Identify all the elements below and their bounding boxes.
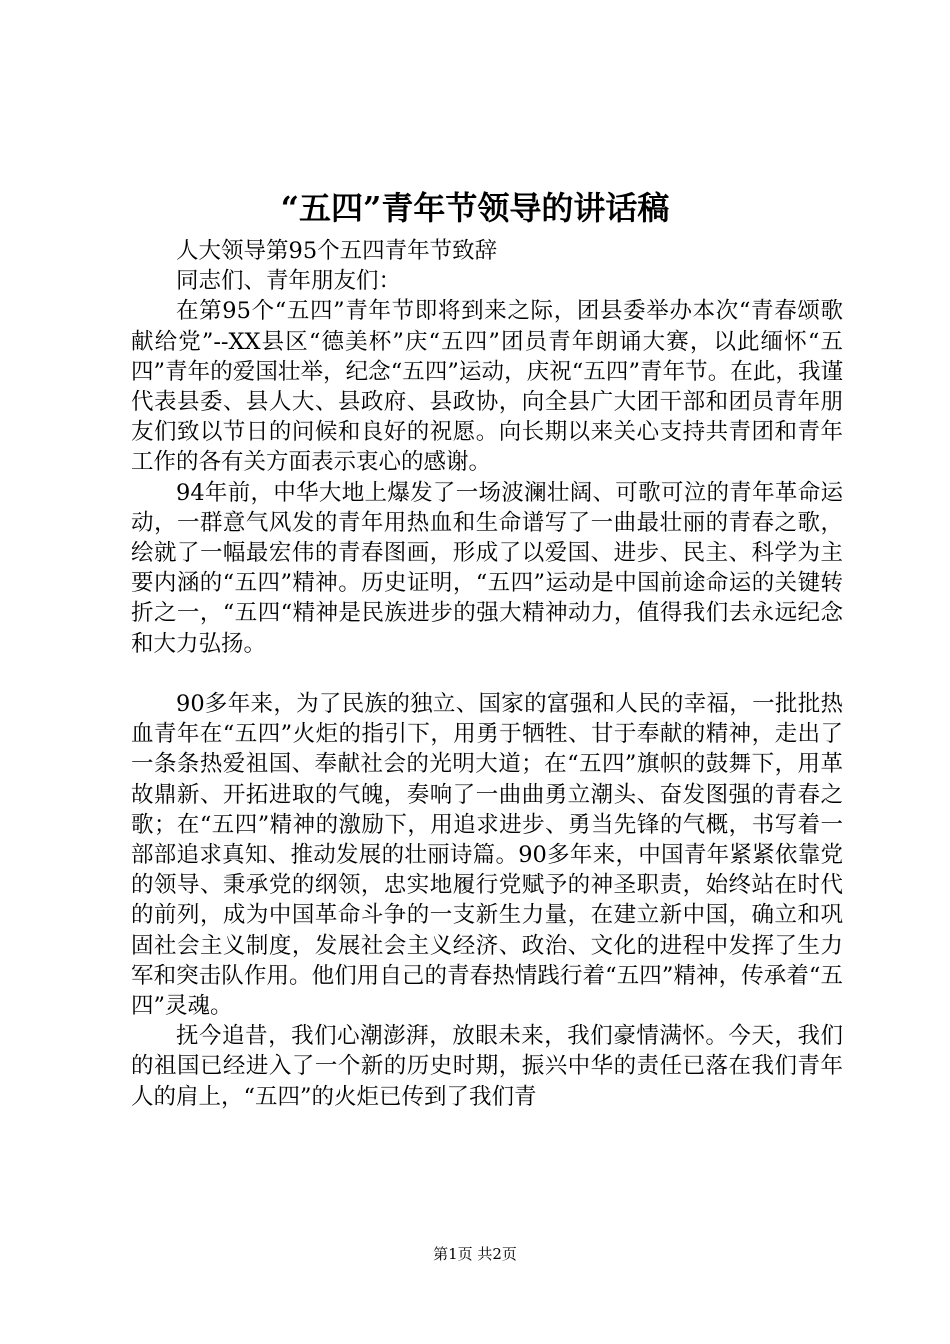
document-body	[131, 236, 843, 1112]
paragraph-spacer	[131, 659, 843, 689]
page-title: “五四”青年节领导的讲话稿	[280, 189, 670, 227]
paragraph-salutation: 同志们、青年朋友们：	[176, 268, 402, 295]
paragraph-speech-heading: 人大领导第95个五四青年节致辞	[176, 238, 498, 264]
paragraph-ninety-years: 90多年来，为了民族的独立、国家的富强和人民的幸福，一批批热血青年在“五四”火炬的指引下，用勇于牺牲、甘于奉献的精神，走出了一条条热爱祖国、奉献社会的光明大道；在“五四”旗帜的鼓舞下，用革故鼎新、开拓进取的气魄，奏响了一曲曲勇立潮头、奋发图强的青春之歌；在“五四”精神的激励下，用追求进步、勇当先锋的气概，书写着一部部追求真知、推动发展的壮丽诗篇。90多年来，中国青年紧紧依靠党的领导、秉承党的纲领，忠实地履行党赋予的神圣职责，始终站在时代的前列，成为中国革命斗争的一支新生力量，在建立新中国，确立和巩固社会主义制度，发展社会主义经济、政治、文化的进程中发挥了生力军和突击队作用。他们用自己的青春热情践行着“五四”精神，传承着“五四”灵魂。	[131, 691, 843, 1020]
paragraph-opening: 在第95个“五四”青年节即将到来之际，团县委举办本次“青春颂歌献给党”--XX县区“德美杯”庆“五四”团员青年朗诵大赛，以此缅怀“五四”青年的爱国壮举，纪念“五四”运动，庆祝“五四”青年节。在此，我谨代表县委、县人大、县政府、县政协，向全县广大团干部和团员青年朋友们致以节日的问候和良好的祝愿。向长期以来关心支持共青团和青年工作的各有关方面表示衷心的感谢。	[131, 298, 843, 476]
paragraph-future: 抚今追昔，我们心潮澎湃，放眼未来，我们豪情满怀。今天，我们的祖国已经进入了一个新的历史时期，振兴中华的责任已落在我们青年人的肩上，“五四”的火炬已传到了我们青	[131, 1023, 843, 1110]
page-number: 第1页 共2页	[433, 1245, 517, 1263]
paragraph-history: 94年前，中华大地上爆发了一场波澜壮阔、可歌可泣的青年革命运动，一群意气风发的青年用热血和生命谱写了一曲最壮丽的青春之歌，绘就了一幅最宏伟的青春图画，形成了以爱国、进步、民主、科学为主要内涵的“五四”精神。历史证明，“五四”运动是中国前途命运的关键转折之一，“五四“精神是民族进步的强大精神动力，值得我们去永远纪念和大力弘扬。	[131, 479, 843, 657]
